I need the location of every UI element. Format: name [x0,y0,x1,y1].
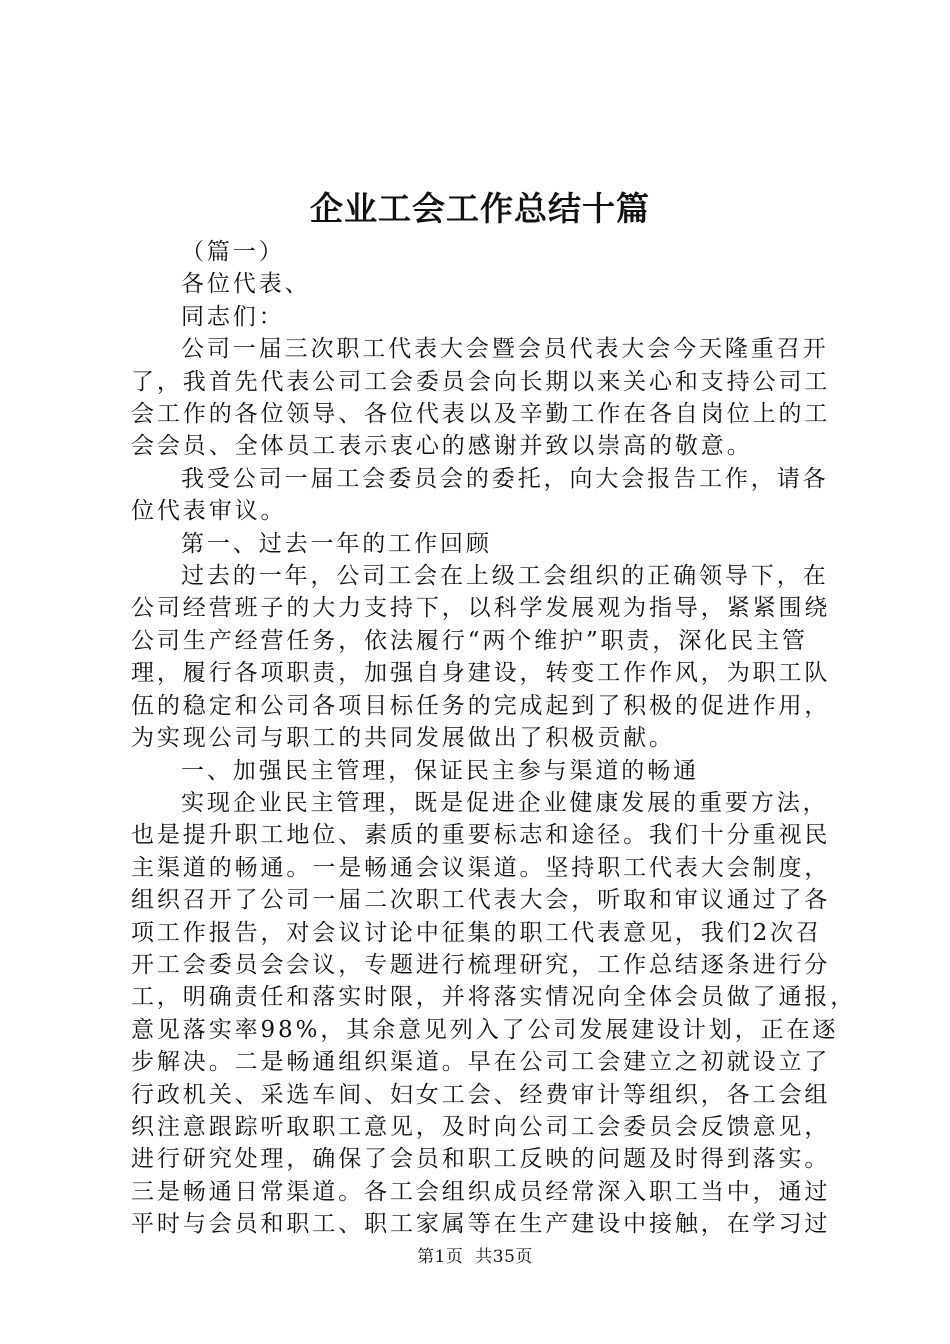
text-line: 项工作报告，对会议讨论中征集的职工代表意见，我们2次召 [131,919,822,946]
text-line: 主渠道的畅通。一是畅通会议渠道。坚持职工代表大会制度， [131,854,831,881]
document-body [131,236,857,1241]
page-total: 共35页 [475,1247,533,1267]
text-line: 工，明确责任和落实时限，并将落实情况向全体会员做了通报， [131,984,857,1011]
text-line: 一、加强民主管理，保证民主参与渠道的畅通 [181,757,699,784]
text-line: 意见落实率98%，其余意见列入了公司发展建设计划，正在逐 [131,1016,839,1043]
text-line: 伍的稳定和公司各项目标任务的完成起到了积极的促进作用， [131,692,831,719]
text-line: 开工会委员会会议，专题进行梳理研究，工作总结逐条进行分 [131,951,831,978]
text-line: 公司生产经营任务，依法履行“两个维护”职责，深化民主管 [131,627,808,654]
text-line: 织注意跟踪听取职工意见，及时向公司工会委员会反馈意见， [131,1113,831,1140]
text-line: 为实现公司与职工的共同发展做出了积极贡献。 [131,725,675,752]
document-page [131,186,857,1241]
text-line: 位代表审议。 [131,498,287,525]
text-line: 也是提升职工地位、素质的重要标志和途径。我们十分重视民 [131,822,831,849]
text-line: 第一、过去一年的工作回顾 [181,530,492,557]
text-line: 步解决。二是畅通组织渠道。早在公司工会建立之初就设立了 [131,1049,831,1076]
text-line: 各位代表、 [181,271,311,298]
text-line: （篇一） [181,239,285,265]
text-line: 组织召开了公司一届二次职工代表大会，听取和审议通过了各 [131,887,831,914]
text-line: 同志们： [181,303,285,330]
page-number: 第1页 [417,1247,464,1267]
text-line: 了，我首先代表公司工会委员会向长期以来关心和支持公司工 [131,368,831,395]
text-line: 过去的一年，公司工会在上级工会组织的正确领导下，在 [181,563,829,590]
text-line: 公司经营班子的大力支持下，以科学发展观为指导，紧紧围绕 [131,595,831,622]
text-line: 会工作的各位领导、各位代表以及辛勤工作在各自岗位上的工 [131,401,831,428]
page-footer [0,1242,950,1267]
text-line: 公司一届三次职工代表大会暨会员代表大会今天隆重召开 [181,336,829,363]
text-line: 会会员、全体员工表示衷心的感谢并致以崇高的敬意。 [131,433,753,460]
text-line: 我受公司一届工会委员会的委托，向大会报告工作，请各 [181,465,829,492]
text-line: 行政机关、采选车间、妇女工会、经费审计等组织，各工会组 [131,1081,831,1108]
text-line: 平时与会员和职工、职工家属等在生产建设中接触，在学习过 [131,1211,831,1238]
text-line: 进行研究处理，确保了会员和职工反映的问题及时得到落实。 [131,1146,831,1173]
text-line: 三是畅通日常渠道。各工会组织成员经常深入职工当中，通过 [131,1178,831,1205]
text-line: 理，履行各项职责，加强自身建设，转变工作作风，为职工队 [131,660,831,687]
text-line: 实现企业民主管理，既是促进企业健康发展的重要方法， [181,789,829,816]
document-title: 企业工会工作总结十篇 [310,189,650,228]
